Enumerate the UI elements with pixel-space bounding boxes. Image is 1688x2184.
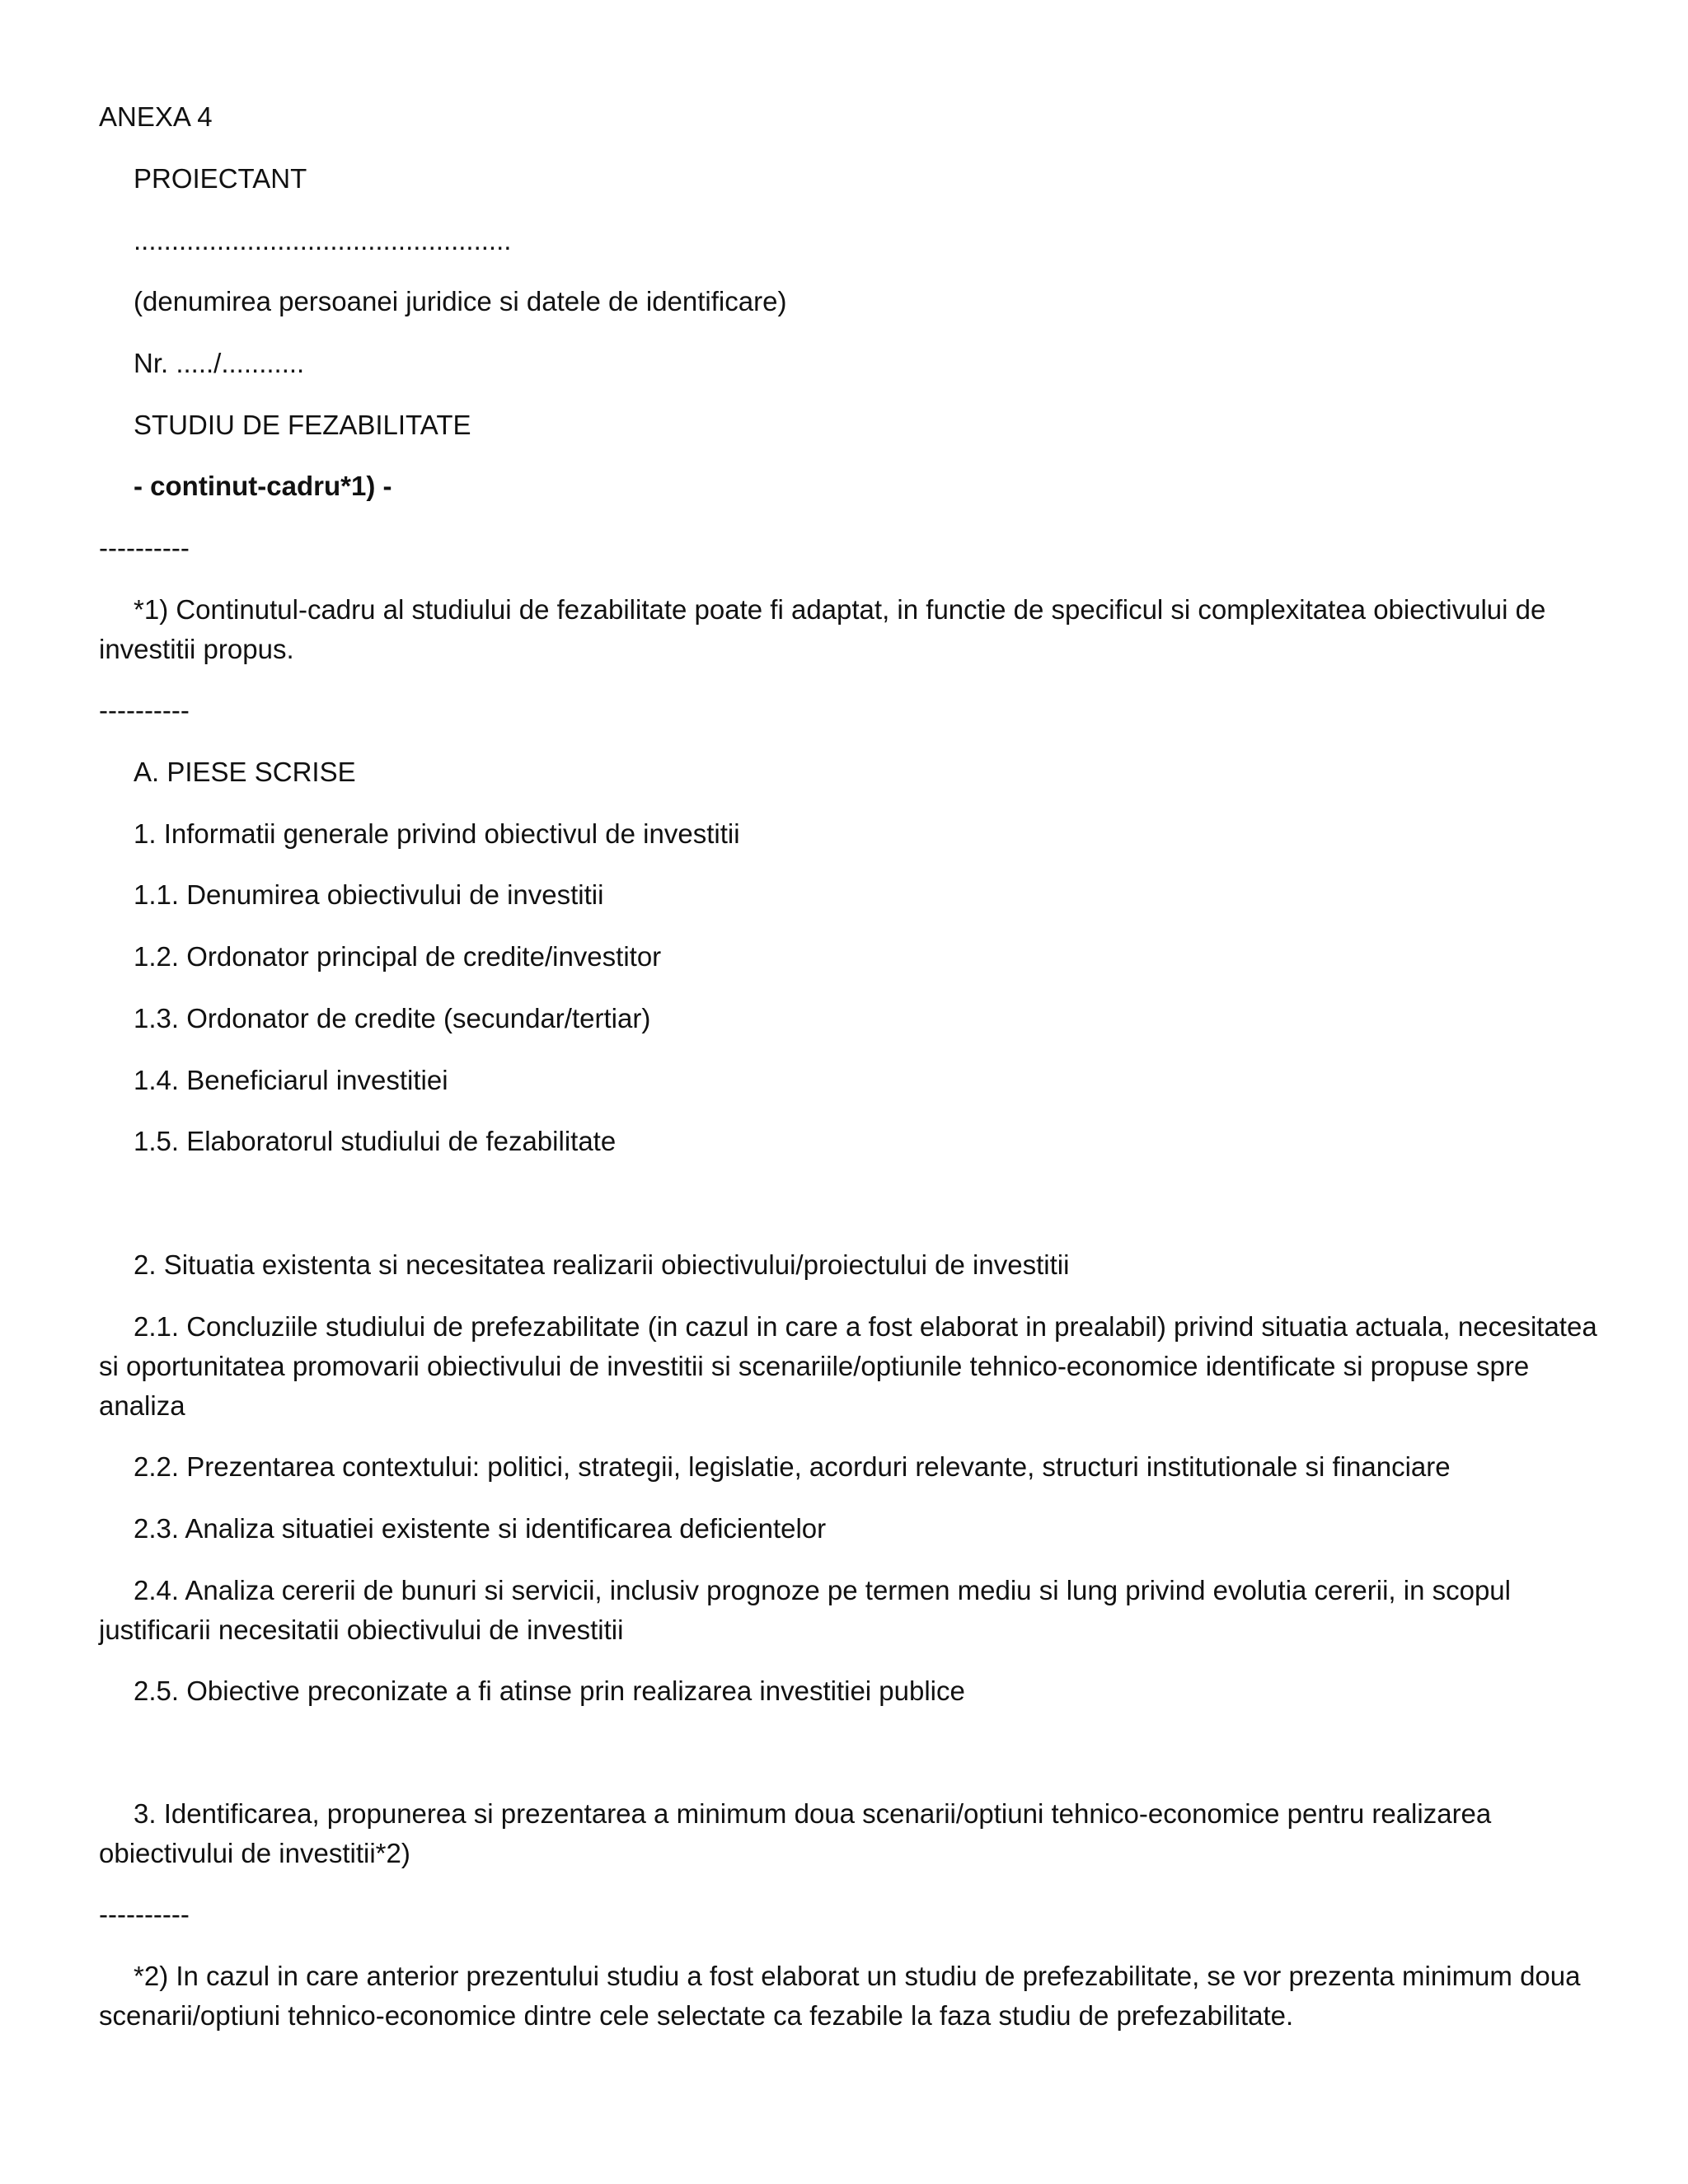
section-2-4: 2.4. Analiza cererii de bunuri si servicii, inclusiv prognoze pe termen mediu si lung privind evolutia cererii, in scopul justificarii necesitatii obiectivului de investitii bbox=[99, 1575, 1511, 1645]
section-2-3: 2.3. Analiza situatiei existente si identificarea deficientelor bbox=[134, 1513, 827, 1544]
legal-entity-note: (denumirea persoanei juridice si datele de identificare) bbox=[134, 286, 787, 316]
section-1-4: 1.4. Beneficiarul investitiei bbox=[134, 1065, 448, 1095]
section-1-2: 1.2. Ordonator principal de credite/investitor bbox=[134, 941, 662, 972]
section-2-1: 2.1. Concluziile studiului de prefezabilitate (in cazul in care a fost elaborat in prealabil) privind situatia actuala, necesitatea si oportunitatea promovarii obiectivului de investitii si scenariile/optiunile tehnico-economice identificate si propuse spre analiza bbox=[99, 1311, 1597, 1421]
annex-heading: ANEXA 4 bbox=[99, 101, 213, 132]
section-1-5: 1.5. Elaboratorul studiului de fezabilitate bbox=[134, 1126, 617, 1156]
designer-label: PROIECTANT bbox=[134, 163, 307, 194]
section-3: 3. Identificarea, propunerea si prezentarea a minimum doua scenarii/optiuni tehnico-economice pentru realizarea obiectivului de investitii*2) bbox=[99, 1798, 1492, 1868]
footnote-2: *2) In cazul in care anterior prezentului studiu a fost elaborat un studiu de prefezabilitate, se vor prezenta minimum doua scenarii/optiuni tehnico-economice dintre cele selectate ca fezabile la faza studiu de prefezabilitate. bbox=[99, 1961, 1581, 2031]
document-subtitle: - continut-cadru*1) - bbox=[134, 471, 392, 501]
section-2: 2. Situatia existenta si necesitatea realizarii obiectivului/proiectului de investitii bbox=[134, 1249, 1070, 1280]
section-2-2: 2.2. Prezentarea contextului: politici, strategii, legislatie, acorduri relevante, structuri institutionale si financiare bbox=[134, 1451, 1451, 1482]
separator-2: ---------- bbox=[99, 695, 190, 725]
section-1-1: 1.1. Denumirea obiectivului de investitii bbox=[134, 879, 604, 910]
separator-3: ---------- bbox=[99, 1899, 190, 1929]
section-1: 1. Informatii generale privind obiectivul de investitii bbox=[134, 818, 740, 849]
dots-line: .................................................. bbox=[134, 225, 512, 255]
section-1-3: 1.3. Ordonator de credite (secundar/tertiar) bbox=[134, 1003, 651, 1033]
document-title: STUDIU DE FEZABILITATE bbox=[134, 410, 471, 440]
number-line: Nr. ...../........... bbox=[134, 348, 305, 378]
section-2-5: 2.5. Obiective preconizate a fi atinse prin realizarea investitiei publice bbox=[134, 1675, 965, 1706]
section-a-heading: A. PIESE SCRISE bbox=[134, 757, 356, 787]
footnote-1: *1) Continutul-cadru al studiului de fezabilitate poate fi adaptat, in functie de specificul si complexitatea obiectivului de investitii propus. bbox=[99, 594, 1546, 664]
separator-1: ---------- bbox=[99, 532, 190, 563]
